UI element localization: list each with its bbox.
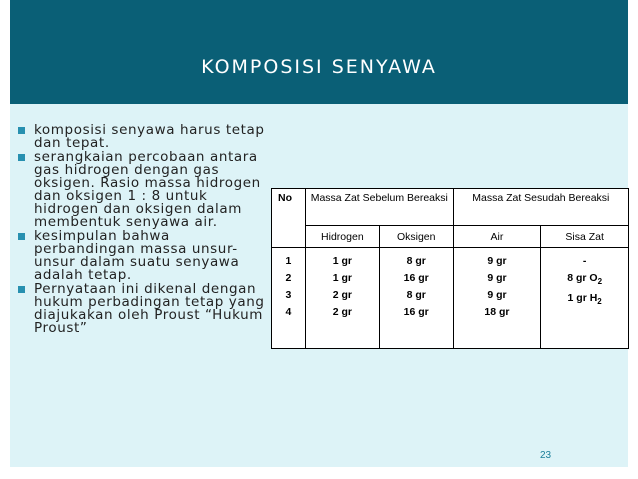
cell: 18 gr (484, 306, 510, 318)
cell: 1 (285, 255, 292, 267)
bullet-list (18, 124, 274, 336)
bullet-text: kesimpulan bahwa perbandingan massa unsur-unsur dalam suatu senyawa adalah tetap. (34, 228, 240, 283)
bullet-text: Pernyataan ini dikenal dengan hukum perbadingan tetap yang diajukakan oleh Proust “Hukum Proust” (34, 281, 265, 336)
cell: 2 gr (332, 289, 352, 301)
square-bullet-icon (18, 154, 25, 161)
cell: 1 gr $H_2$ (567, 292, 602, 307)
header-oksigen: Oksigen (379, 226, 453, 248)
cell: 9 gr (487, 272, 507, 284)
bullet-item (18, 124, 274, 150)
slide-title: KOMPOSISI SENYAWA (201, 56, 437, 78)
cell: 1 gr (332, 255, 352, 267)
header-after: Massa Zat Sesudah Bereaksi (453, 189, 628, 226)
column-no (272, 248, 306, 349)
column-oksigen (379, 248, 453, 349)
mass-table (271, 188, 629, 349)
cell: 16 gr (403, 306, 429, 318)
column-hidrogen (305, 248, 379, 349)
cell: 9 gr (487, 289, 507, 301)
cell: 16 gr (403, 272, 429, 284)
column-air (453, 248, 541, 349)
cell: 9 gr (487, 255, 507, 267)
cell: - (582, 255, 587, 267)
header-no: No (272, 189, 306, 248)
bullet-item (18, 230, 274, 282)
header-before: Massa Zat Sebelum Bereaksi (305, 189, 453, 226)
header-hidrogen: Hidrogen (305, 226, 379, 248)
bullet-item (18, 283, 274, 335)
bullet-text: komposisi senyawa harus tetap dan tepat. (34, 122, 265, 151)
header-sisa-zat: Sisa Zat (541, 226, 629, 248)
square-bullet-icon (18, 286, 25, 293)
bullet-item (18, 151, 274, 229)
square-bullet-icon (18, 233, 25, 240)
cell: 4 (285, 306, 292, 318)
cell: 8 gr (406, 255, 426, 267)
cell: 2 gr (332, 306, 352, 318)
header-air: Air (453, 226, 541, 248)
page-number: 23 (540, 450, 552, 461)
cell: 8 gr $O_2$ (567, 272, 603, 287)
cell: 3 (285, 289, 292, 301)
cell: 8 gr (406, 289, 426, 301)
cell: 2 (285, 272, 292, 284)
column-sisa-zat (541, 248, 629, 349)
bullet-text: serangkaian percobaan antara gas hidrogen dengan gas oksigen. Rasio massa hidrogen dan oksigen 1 : 8 untuk hidrogen dan oksigen dalam membentuk senyawa air. (34, 149, 261, 230)
cell: 1 gr (332, 272, 352, 284)
title-bar (10, 0, 628, 104)
square-bullet-icon (18, 127, 25, 134)
